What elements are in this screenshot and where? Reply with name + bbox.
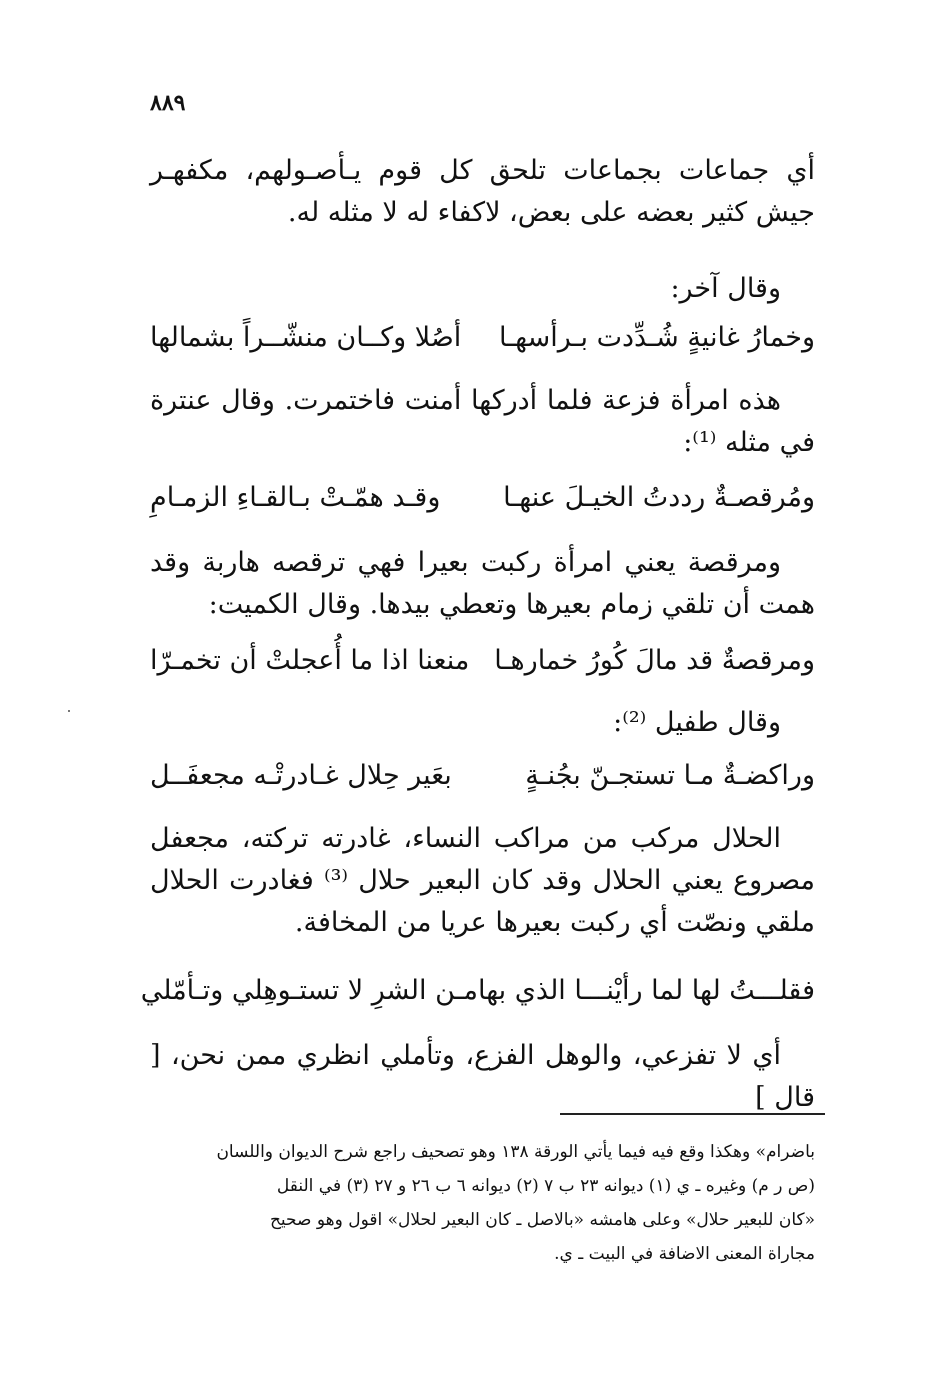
margin-speck xyxy=(68,710,70,712)
footnote-line: باضرام» وهكذا وقع فيه فيما يأتي الورقة ١٣٨ وهو تصحيف راجع شرح الديوان واللسان xyxy=(216,1142,815,1162)
footnote-line: مجاراة المعنى الاضافة في البيت ـ ي. xyxy=(554,1244,815,1264)
verse-1-first-hemistich: وخمارُ غانيةٍ شُـدِّدت بـرأسهـا xyxy=(498,322,815,353)
paragraph-attribution-1: وقال آخر: xyxy=(670,273,781,304)
footnote-line: «كان للبعير حلال» وعلى هامشه «بالاصل ـ كان البعير لحلال» اقول وهو صحيح xyxy=(269,1210,815,1230)
verse-5-first-hemistich: فقلـــتُ لها لما رأيْنـــا الذي بها xyxy=(478,975,815,1006)
verse-2-first-hemistich: ومُرقصـةٌ رددتُ الخيـلَ عنهـا xyxy=(503,482,815,513)
verse-3-second-hemistich: منعنا اذا ما أُعجلتْ أن تخمـرّا xyxy=(150,645,470,676)
verse-line-4 xyxy=(150,760,815,792)
paragraph-attribution-2: وقال طفيل ⁽²⁾: xyxy=(613,707,781,738)
verse-4-first-hemistich: وراكضـةٌ مـا تستجـنّ بجُنـةٍ xyxy=(525,760,815,791)
verse-5-second-hemistich: مـن الشرِ لا تستـوهِلي وتـأمّلي xyxy=(140,975,478,1006)
page-number: ٨٨٩ xyxy=(150,90,186,116)
verse-line-5 xyxy=(140,975,815,1007)
footnote-separator xyxy=(560,1113,825,1115)
paragraph-commentary-3: ومرقصة يعني امرأة ركبت بعيرا فهي ترقصه هاربة وقد همت أن تلقي زمام بعيرها وتعطي بيدها. وقال الكميت: xyxy=(150,547,815,620)
verse-4-second-hemistich: بعَير حِلال غـادرتْـه مجعفَــل xyxy=(150,760,452,791)
verse-line-2 xyxy=(150,482,815,514)
paragraph-commentary-4: الحلال مركب من مراكب النساء، غادرته تركته، مجعفل مصروع يعني الحلال وقد كان البعير حلال ⁽³⁾ فغادرت الحلال ملقي ونصّت أي ركبت بعيرها عريا من المخافة. xyxy=(150,823,815,938)
footnotes xyxy=(150,1135,815,1271)
verse-line-1 xyxy=(150,322,815,354)
footnote-line: (ص ر م) وغيره ـ ي (١) ديوانه ٢٣ ب ٧ (٢) ديوانه ٦ ب ٢٦ و ٢٧ (٣) في النقل xyxy=(276,1176,815,1196)
paragraph-commentary-2: هذه امرأة فزعة فلما أدركها أمنت فاختمرت. وقال عنترة في مثله ⁽¹⁾: xyxy=(150,385,815,458)
paragraph-commentary-1: أي جماعات بجماعات تلحق كل قوم يـأصـولهم، مكفهـر جيش كثير بعضه على بعض، لاكفاء له لا مثله له. xyxy=(150,155,815,228)
paragraph-commentary-5: أي لا تفزعي، والوهل الفزع، وتأملي انظري ممن نحن، [ قال ] xyxy=(150,1040,815,1113)
verse-1-second-hemistich: أصُلا وكــان منشّــراً بشمالها xyxy=(150,322,462,353)
verse-line-3 xyxy=(150,645,815,677)
verse-2-second-hemistich: وقـد همّـتْ بـالقـاءِ الزمـامِ xyxy=(150,482,441,513)
verse-3-first-hemistich: ومرقصةٌ قد مالَ كُورُ خمارهـا xyxy=(494,645,815,676)
